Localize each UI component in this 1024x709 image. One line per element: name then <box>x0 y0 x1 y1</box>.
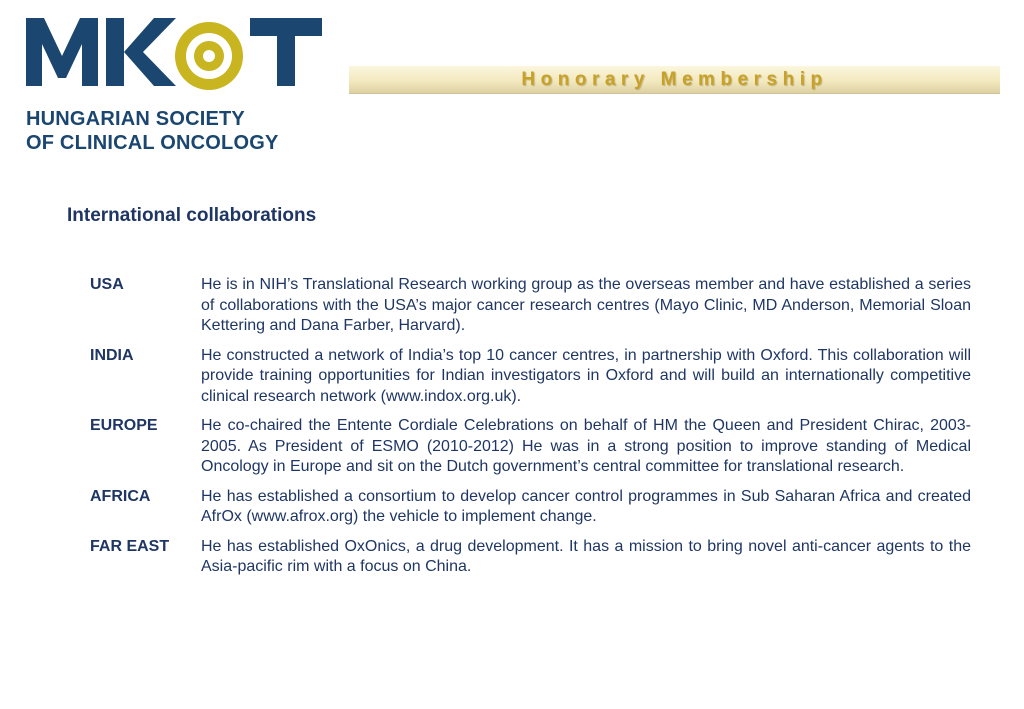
collaborations-list <box>90 275 972 587</box>
header-banner <box>349 66 1000 94</box>
org-name-line-2: OF CLINICAL ONCOLOGY <box>26 132 279 154</box>
section-heading: International collaborations <box>67 205 317 226</box>
region-description: He has established OxOnics, a drug development. It has a mission to bring novel anti-cancer agents to the Asia-pacific rim with a focus on China. <box>201 537 971 575</box>
mkot-logo-mark <box>26 18 326 98</box>
collaboration-row-far-east <box>90 537 972 578</box>
region-description: He co-chaired the Entente Cordiale Celebrations on behalf of HM the Queen and President Chirac, 2003-2005. As President of ESMO (2010-2012) He was in a strong position to improve standing of Medical Oncology in Europe and sit on the Dutch government’s central committee for translational research. <box>201 417 971 475</box>
region-description: He has established a consortium to develop cancer control programmes in Sub Saharan Africa and created AfrOx (www.afrox.org) the vehicle to implement change. <box>201 487 971 525</box>
collaboration-row-africa <box>90 487 972 528</box>
region-label: EUROPE <box>90 417 158 434</box>
region-description: He is in NIH’s Translational Research working group as the overseas member and have established a series of collaborations with the USA’s major cancer research centres (Mayo Clinic, MD Anderson, Memorial Sloan Kettering and Dana Farber, Harvard). <box>201 276 971 334</box>
region-label: FAR EAST <box>90 537 170 555</box>
region-label: USA <box>90 276 124 293</box>
region-label: INDIA <box>90 346 134 364</box>
org-name-line-1: HUNGARIAN SOCIETY <box>26 108 245 130</box>
collaboration-row-usa <box>90 275 972 337</box>
region-label: AFRICA <box>90 487 151 505</box>
collaboration-row-india <box>90 346 972 408</box>
banner-title: Honorary Membership <box>521 69 828 90</box>
region-description: He constructed a network of India’s top 10 cancer centres, in partnership with Oxford. This collaboration will provide training opportunities for Indian investigators in Oxford and will build an internationally competitive clinical research network (www.indox.org.uk). <box>201 346 971 405</box>
society-logo <box>26 18 326 158</box>
collaboration-row-europe <box>90 416 972 478</box>
